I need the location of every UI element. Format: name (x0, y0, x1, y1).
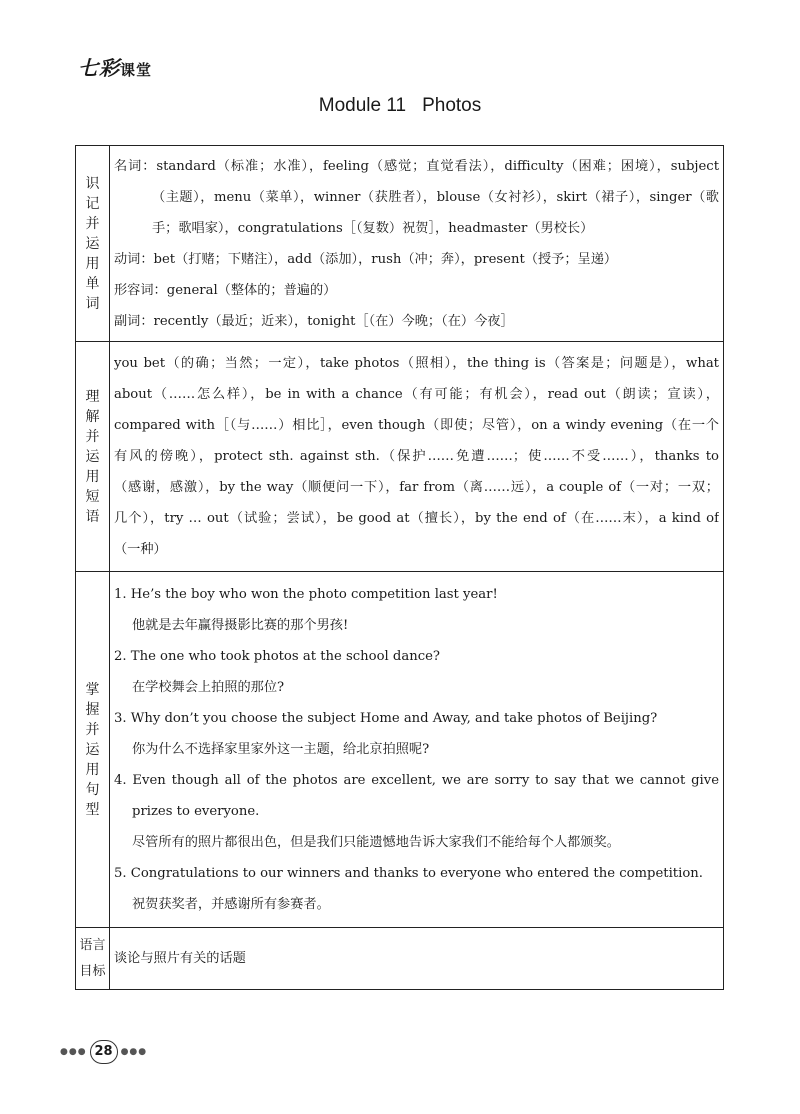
words-line-4: 动词：bet（打赌；下赌注），add（添加），rush（冲；奔），present（授予；呈递） (114, 251, 618, 267)
phrases-line-5: （感谢，感激），by the way（顺便问一下），far from（离……远），a couple of（一对；一双； (114, 480, 719, 495)
row-words (76, 146, 724, 342)
footer-dots-left: ●●● (60, 1047, 87, 1057)
sentence-1-en: 1. He’s the boy who won the photo competition last year! (114, 587, 498, 602)
phrases-line-4: 有风的傍晚），protect sth. against sth.（保护……免遭……；使……不受……），thanks to (114, 449, 719, 464)
page-footer (60, 1040, 147, 1064)
sentence-1-zh: 他就是去年赢得摄影比赛的那个男孩! (132, 618, 349, 633)
row-sentences (76, 572, 724, 928)
phrases-line-1: you bet（的确；当然；一定），take photos（照相），the thing is（答案是；问题是），what (114, 356, 719, 371)
goal-text: 谈论与照片有关的话题 (114, 951, 246, 966)
phrases-line-7: （一种） (114, 542, 167, 557)
sentence-3-en: 3. Why don’t you choose the subject Home and Away, and take photos of Beijing? (114, 711, 658, 726)
row-phrases (76, 342, 724, 572)
module-topic: Photos (422, 95, 482, 116)
sentence-2-zh: 在学校舞会上拍照的那位? (132, 680, 285, 695)
words-line-6: 副词：recently（最近；近来），tonight［（在）今晚；（在）今夜］ (114, 313, 514, 329)
label-goal: 语言目标 (76, 928, 110, 990)
sentence-5-zh: 祝贺获奖者，并感谢所有参赛者。 (132, 897, 330, 912)
words-line-1: 名词：standard（标准；水准），feeling（感觉；直觉看法），difficulty（困难；困境），subject (114, 158, 719, 174)
sentence-2-en: 2. The one who took photos at the school dance? (114, 649, 440, 664)
logo-main: 七彩 (78, 56, 120, 80)
content-phrases (110, 342, 724, 572)
sentence-4-zh: 尽管所有的照片都很出色，但是我们只能遗憾地告诉大家我们不能给每个人都颁奖。 (132, 835, 620, 850)
footer-dots-right: ●●● (120, 1047, 148, 1057)
label-phrases: 理解并运用短语 (76, 342, 110, 572)
words-line-5: 形容词：general（整体的；普遍的） (114, 282, 337, 298)
phrases-line-6: 几个），try … out（试验；尝试），be good at（擅长），by the end of（在……末），a kind of (114, 511, 719, 526)
module-number: Module 11 (318, 95, 407, 116)
label-sentences: 掌握并运用句型 (76, 572, 110, 928)
content-goal (110, 928, 724, 990)
phrases-line-3: compared with［（与……）相比］，even though（即使；尽管），on a windy evening（在一个 (114, 418, 719, 433)
words-line-3: 手；歌唱家），congratulations［（复数）祝贺］，headmaster（男校长） (152, 220, 594, 236)
words-line-2: （主题），menu（菜单），winner（获胜者），blouse（女衬衫），skirt（裙子），singer（歌 (152, 189, 719, 205)
content-sentences (110, 572, 724, 928)
logo-small: 课堂 (120, 61, 153, 79)
page-number: 28 (90, 1040, 118, 1064)
row-goal (76, 928, 724, 990)
sentence-4-en: 4. Even though all of the photos are excellent, we are sorry to say that we cannot give (114, 773, 719, 788)
vocabulary-table (75, 145, 724, 990)
label-words: 识记并运用单词 (76, 146, 110, 342)
sentence-5-en: 5. Congratulations to our winners and thanks to everyone who entered the competition. (114, 866, 703, 881)
phrases-line-2: about（……怎么样），be in with a chance（有可能；有机会），read out（朗读；宣读）， (114, 387, 719, 402)
page-title (0, 95, 800, 117)
brand-logo (78, 52, 152, 81)
sentence-3-zh: 你为什么不选择家里家外这一主题，给北京拍照呢? (132, 742, 430, 757)
sentence-4-en-cont: prizes to everyone. (132, 804, 260, 819)
content-words (110, 146, 724, 342)
